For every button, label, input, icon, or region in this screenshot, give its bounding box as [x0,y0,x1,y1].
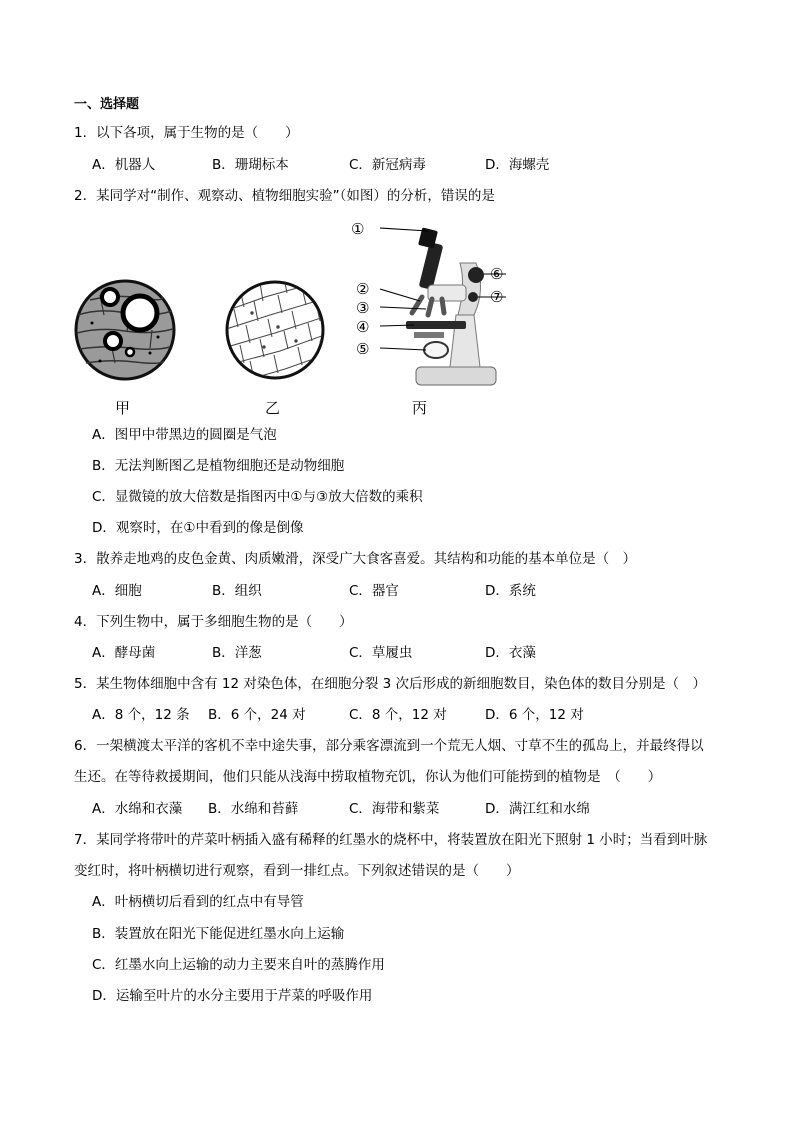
option-b: B．水绵和苔藓 [208,801,299,817]
option-c: C．海带和紫菜 [349,801,440,817]
option-a: A．酵母菌 [92,645,156,661]
question-5-stem: 5．某生物体细胞中含有 12 对染色体，在细胞分裂 3 次后形成的新细胞数目，染色体的数目分别是（ ） [74,676,707,692]
option-b: B．洋葱 [212,645,262,661]
option-a: A．8 个，12 条 [92,707,190,723]
option-d: D．6 个，12 对 [485,707,584,723]
option-d: D．衣藻 [485,645,536,661]
figure-label-yi: 乙 [265,399,281,417]
option-b: B．珊瑚标本 [212,157,289,173]
question-2-option-a: A．图甲中带黑边的圆圈是气泡 [92,427,277,443]
figure-jia-image [70,275,180,385]
option-c: C．8 个，12 对 [349,707,447,723]
callout-4: ④ [356,318,370,336]
option-d: D．系统 [485,583,536,599]
figure-yi-image [220,275,330,385]
figure-label-jia: 甲 [115,399,131,417]
question-7-option-c: C．红墨水向上运输的动力主要来自叶的蒸腾作用 [92,957,385,973]
section-title: 一、选择题 [74,97,140,112]
option-a: A．水绵和衣藻 [92,801,183,817]
question-2-option-d: D．观察时，在①中看到的像是倒像 [92,520,304,536]
option-b: B．组织 [212,583,262,599]
question-4-stem: 4．下列生物中，属于多细胞生物的是（ ） [74,614,353,630]
callout-5: ⑤ [356,340,370,358]
question-7-option-a: A．叶柄横切后看到的红点中有导管 [92,894,304,910]
figure-label-bing: 丙 [412,399,428,417]
callout-2: ② [356,280,370,298]
question-3-stem: 3．散养走地鸡的皮色金黄、肉质嫩滑，深受广大食客喜爱。其结构和功能的基本单位是（ ） [74,551,637,567]
question-7-stem-line-1: 7．某同学将带叶的芹菜叶柄插入盛有稀释的红墨水的烧杯中，将装置放在阳光下照射 1 小时；当看到叶脉 [74,832,708,848]
option-c: C．器官 [349,583,399,599]
question-7-stem-line-2: 变红时，将叶柄横切进行观察，看到一排红点。下列叙述错误的是（ ） [74,863,520,879]
question-7-option-d: D．运输至叶片的水分主要用于芹菜的呼吸作用 [92,988,373,1004]
question-1-stem: 1．以下各项，属于生物的是（ ） [74,125,299,141]
callout-3: ③ [356,299,370,317]
figure-bing-microscope [370,215,510,395]
cell-microscope-figure [70,215,530,420]
callout-6: ⑥ [490,265,504,283]
question-6-stem-line-1: 6．一架横渡太平洋的客机不幸中途失事，部分乘客漂流到一个荒无人烟、寸草不生的孤岛上，并最终得以 [74,738,704,754]
option-c: C．新冠病毒 [349,157,426,173]
option-d: D．满江红和水绵 [485,801,590,817]
question-2-option-b: B．无法判断图乙是植物细胞还是动物细胞 [92,458,345,474]
question-7-option-b: B．装置放在阳光下能促进红墨水向上运输 [92,926,345,942]
option-a: A．细胞 [92,583,142,599]
option-a: A．机器人 [92,157,156,173]
option-b: B．6 个，24 对 [208,707,306,723]
question-6-stem-line-2: 生还。在等待救援期间，他们只能从浅海中捞取植物充饥，你认为他们可能捞到的植物是 （ ） [74,769,662,785]
callout-1: ① [351,220,365,238]
callout-7: ⑦ [490,288,504,306]
question-2-option-c: C．显微镜的放大倍数是指图丙中①与③放大倍数的乘积 [92,489,423,505]
option-c: C．草履虫 [349,645,413,661]
question-2-stem: 2．某同学对“制作、观察动、植物细胞实验”（如图）的分析，错误的是 [74,188,495,204]
option-d: D．海螺壳 [485,157,550,173]
